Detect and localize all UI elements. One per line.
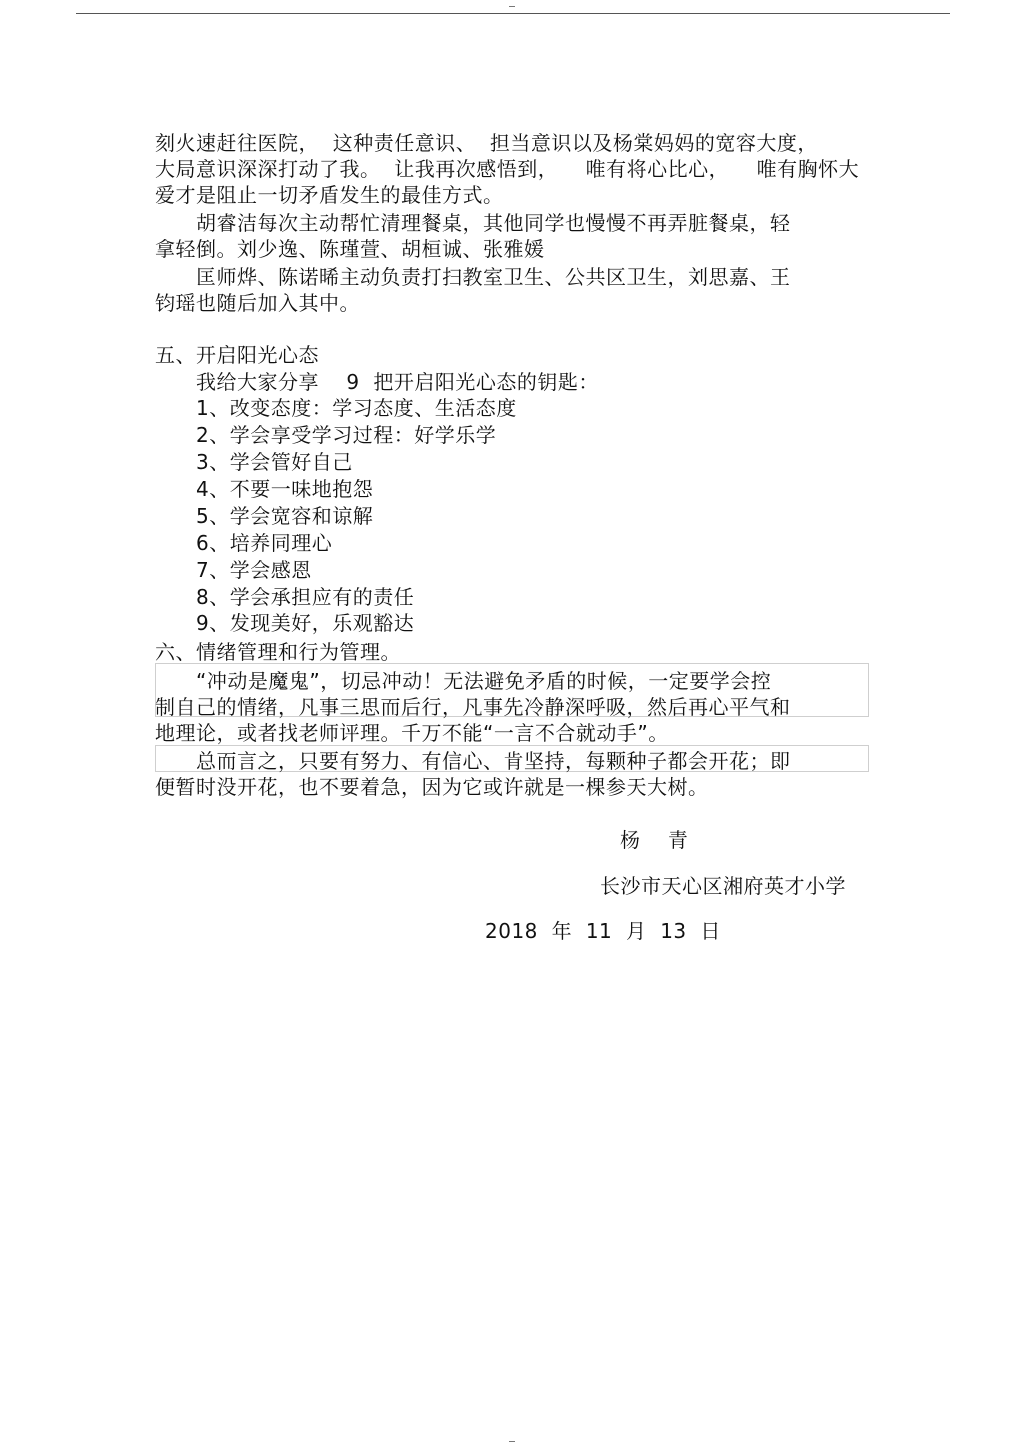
list-item: 8、学会承担应有的责任 [196,585,415,609]
paragraph-line: 便暂时没开花，也不要着急，因为它或许就是一棵参天大树。 [155,775,709,799]
page-bottom-mark [509,1441,515,1442]
paragraph-line: 拿轻倒。刘少逸、陈瑾萱、胡桓诚、张雅媛 [155,237,545,261]
paragraph-line: 总而言之，只要有努力、有信心、肯坚持，每颗种子都会开花；即 [196,749,791,773]
paragraph-line: 制自己的情绪，凡事三思而后行，凡事先冷静深呼吸，然后再心平气和 [155,695,791,719]
paragraph-line: 刻火速赶往医院， 这种责任意识、 担当意识以及杨棠妈妈的宽容大度， [155,131,818,155]
school-name: 长沙市天心区湘府英才小学 [600,874,846,898]
section-heading: 五、开启阳光心态 [155,343,319,367]
list-item: 7、学会感恩 [196,558,312,582]
paragraph-line: 匡师烨、陈诺晞主动负责打扫教室卫生、公共区卫生，刘思嘉、王 [196,265,791,289]
paragraph-line: 胡睿洁每次主动帮忙清理餐桌，其他同学也慢慢不再弄脏餐桌，轻 [196,211,791,235]
section-heading: 六、情绪管理和行为管理。 [155,640,401,664]
author-name: 杨 青 [620,828,689,852]
list-item: 6、培养同理心 [196,531,333,555]
section-intro: 我给大家分享 9 把开启阳光心态的钥匙： [196,370,599,394]
list-item: 4、不要一味地抱怨 [196,477,374,501]
list-item: 1、改变态度：学习态度、生活态度 [196,396,517,420]
paragraph-line: 大局意识深深打动了我。 让我再次感悟到， 唯有将心比心， 唯有胸怀大 [155,157,860,181]
list-item: 5、学会宽容和谅解 [196,504,374,528]
page-top-mark [509,6,515,7]
header-rule [76,13,950,14]
paragraph-line: 爱才是阻止一切矛盾发生的最佳方式。 [155,183,504,207]
list-item: 2、学会享受学习过程：好学乐学 [196,423,497,447]
paragraph-line: 钧瑶也随后加入其中。 [155,291,360,315]
paragraph-line: “冲动是魔鬼”，切忌冲动！无法避免矛盾的时候，一定要学会控 [196,669,772,693]
list-item: 3、学会管好自己 [196,450,353,474]
document-date: 2018 年 11 月 13 日 [485,919,721,943]
list-item: 9、发现美好，乐观豁达 [196,611,415,635]
paragraph-line: 地理论，或者找老师评理。千万不能“一言不合就动手”。 [155,721,669,745]
